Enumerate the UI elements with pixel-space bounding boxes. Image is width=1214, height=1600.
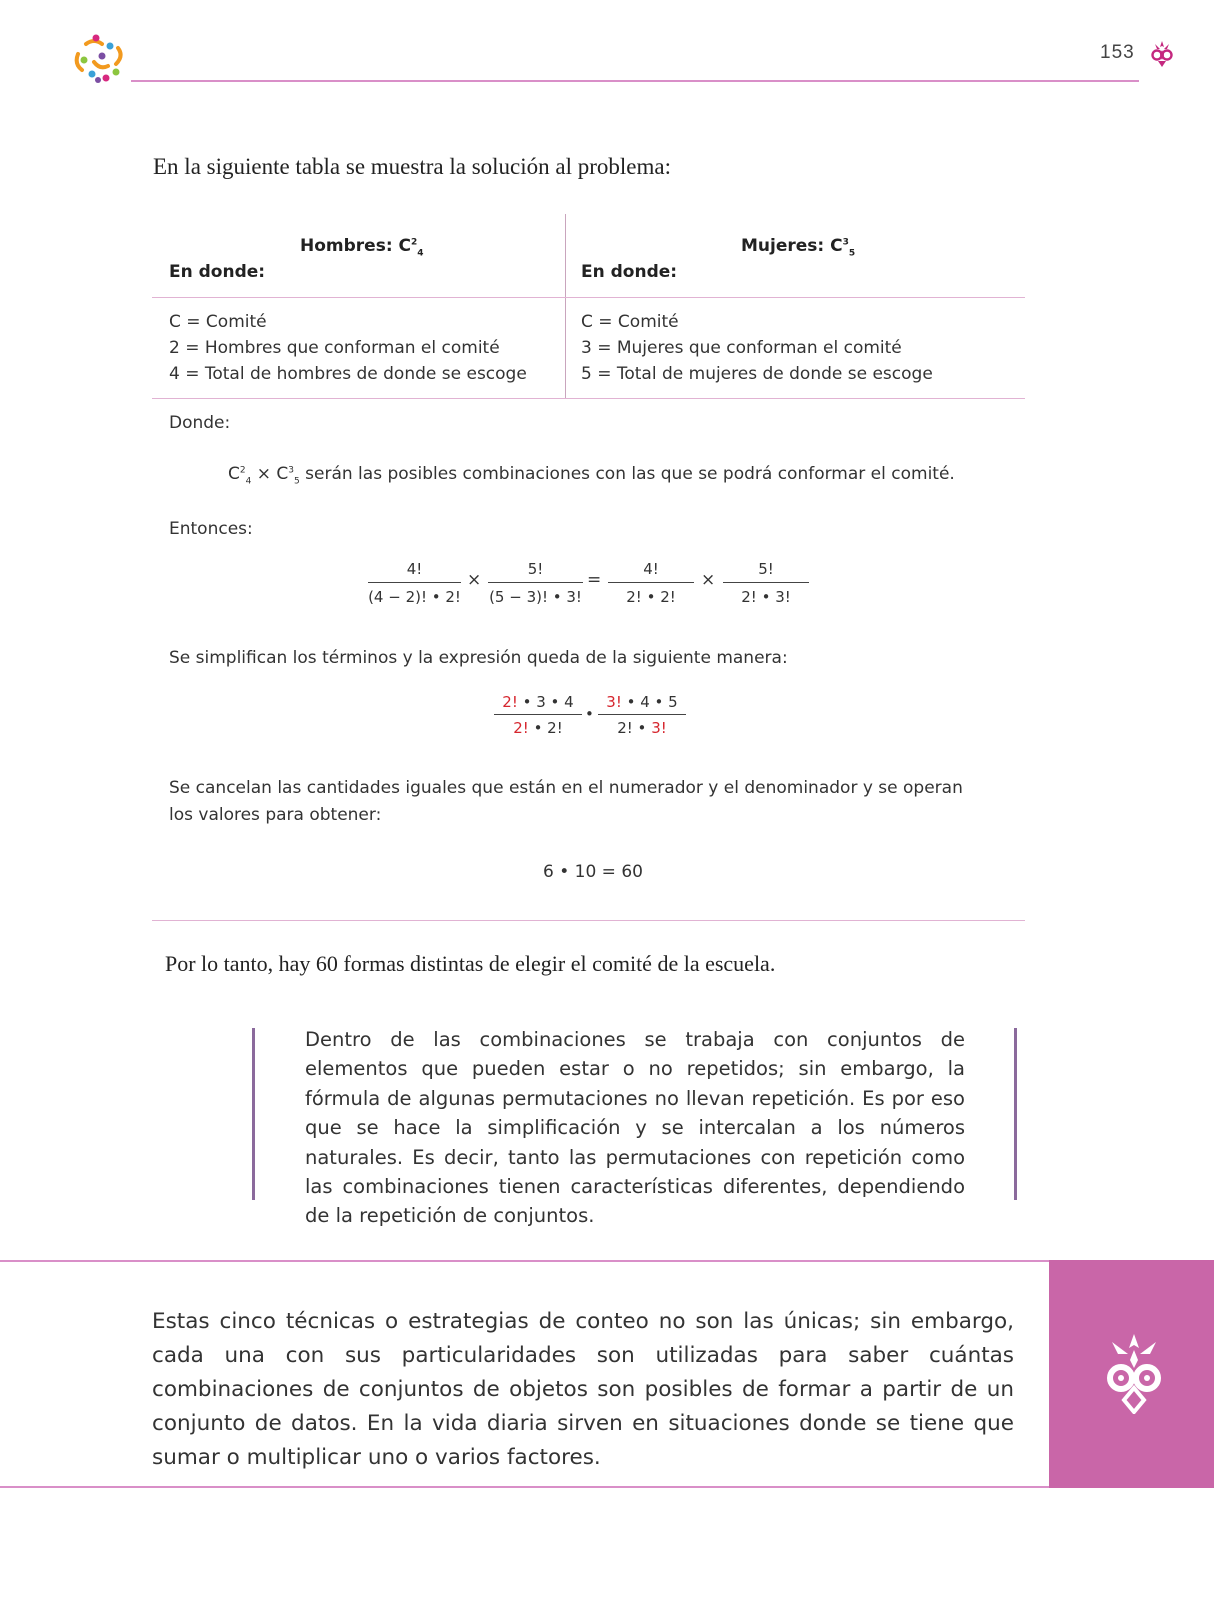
fraction-3-numerator: 4! xyxy=(643,560,659,578)
mujeres-sub: 5 xyxy=(848,248,856,259)
colorful-dots-swirl-logo xyxy=(72,34,126,84)
left-definitions xyxy=(169,309,527,387)
fraction-2-numerator: 5! xyxy=(527,560,544,578)
list-item: 2 = Hombres que conforman el comité xyxy=(169,338,500,358)
fraction-4-bar xyxy=(723,582,809,583)
list-item: C = Comité xyxy=(169,312,267,332)
fraction-3-denominator: 2! • 2! xyxy=(626,588,676,606)
fraction-1-numerator: 4! xyxy=(406,560,423,578)
right-definitions xyxy=(581,309,933,387)
page-number: 153 xyxy=(1100,42,1135,63)
white-flower-ornament-icon xyxy=(1104,1332,1164,1414)
right-en-donde: En donde: xyxy=(581,262,678,282)
note-right-bar xyxy=(1014,1028,1017,1200)
mujeres-title: Mujeres: C xyxy=(741,236,843,256)
mujeres-header xyxy=(741,236,855,258)
simplified-bar-2 xyxy=(598,714,686,715)
cancel-text: Se cancelan las cantidades iguales que están en el numerador y el denominador y se operan los valores para obtener: xyxy=(169,778,963,825)
footer-ornament-panel xyxy=(1049,1260,1214,1488)
fraction-3-bar xyxy=(608,582,694,583)
left-en-donde: En donde: xyxy=(169,262,266,282)
dot-operator: • xyxy=(585,705,594,723)
result-equation: 6 • 10 = 60 xyxy=(543,862,643,882)
intro-text: En la siguiente tabla se muestra la solución al problema: xyxy=(153,154,671,179)
fraction-2-bar xyxy=(488,582,583,583)
combination-formula: $C^2_4 \times C^3_5$ serán las posibles combinaciones con las que se podrá conformar el comité. xyxy=(228,464,955,487)
conclusion-text: Por lo tanto, hay 60 formas distintas de elegir el comité de la escuela. xyxy=(165,951,776,976)
hombres-header xyxy=(300,236,424,258)
flower-ornament-icon xyxy=(1150,40,1174,68)
mujeres-sup: 3 xyxy=(842,237,849,248)
formula-description: serán las posibles combinaciones con las que se podrá conformar el comité. xyxy=(305,464,955,484)
entonces-label: Entonces: xyxy=(169,519,253,539)
simplified-numerator-1: 2! • 3 • 4 xyxy=(502,693,574,711)
hombres-sup: 2 xyxy=(411,237,418,248)
table-divider-header xyxy=(152,297,1025,298)
note-left-bar xyxy=(252,1028,255,1200)
footer-bottom-rule xyxy=(0,1486,1214,1488)
footer-text: Estas cinco técnicas o estrategias de conteo no son las únicas; sin embargo, cada una con sus particularidades son utilizadas para saber cuántas combinaciones de conjuntos de objetos son posibles de formar a partir de un conjunto de datos. En la vida diaria sirven en situaciones donde se tiene que sumar o multiplicar uno o varios factores. xyxy=(152,1309,1014,1470)
fraction-4-numerator: 5! xyxy=(758,560,774,578)
times-sign: × xyxy=(701,570,716,590)
simplified-numerator-2: 3! • 4 • 5 xyxy=(606,693,678,711)
donde-label: Donde: xyxy=(169,413,231,433)
footer-top-rule xyxy=(0,1260,1214,1262)
hombres-sub: 4 xyxy=(417,248,424,259)
equals-sign: = xyxy=(587,570,602,590)
list-item: 4 = Total de hombres de donde se escoge xyxy=(169,364,527,384)
table-divider-bottom xyxy=(152,920,1025,921)
table-divider-vertical xyxy=(565,214,566,399)
note-text: Dentro de las combinaciones se trabaja con conjuntos de elementos que pueden estar o no repetidos; sin embargo, la fórmula de algunas permutaciones no llevan repetición. Es por eso que se hace la simplificación y se intercalan a los números naturales. Es decir, tanto las permutaciones con repetición como las combinaciones tienen características diferentes, dependiendo de la repetición de conjuntos. xyxy=(305,1028,965,1228)
times-sign: × xyxy=(467,570,482,590)
list-item: 5 = Total de mujeres de donde se escoge xyxy=(581,364,933,384)
table-divider-body xyxy=(152,398,1025,399)
simplified-denominator-1: 2! • 2! xyxy=(513,719,563,737)
header-rule xyxy=(131,80,1139,82)
list-item: C = Comité xyxy=(581,312,679,332)
hombres-title: Hombres: C xyxy=(300,236,412,256)
equation xyxy=(368,560,828,620)
fraction-4-denominator: 2! • 3! xyxy=(741,588,791,606)
simplified-denominator-2: 2! • 3! xyxy=(617,719,667,737)
fraction-1-bar xyxy=(368,582,461,583)
fraction-1-denominator: (4 − 2)! • 2! xyxy=(368,588,461,606)
simplified-expression xyxy=(494,693,690,741)
list-item: 3 = Mujeres que conforman el comité xyxy=(581,338,902,358)
simplify-text: Se simplifican los términos y la expresión queda de la siguiente manera: xyxy=(169,648,788,668)
simplified-bar-1 xyxy=(494,714,582,715)
fraction-2-denominator: (5 − 3)! • 3! xyxy=(489,588,582,606)
